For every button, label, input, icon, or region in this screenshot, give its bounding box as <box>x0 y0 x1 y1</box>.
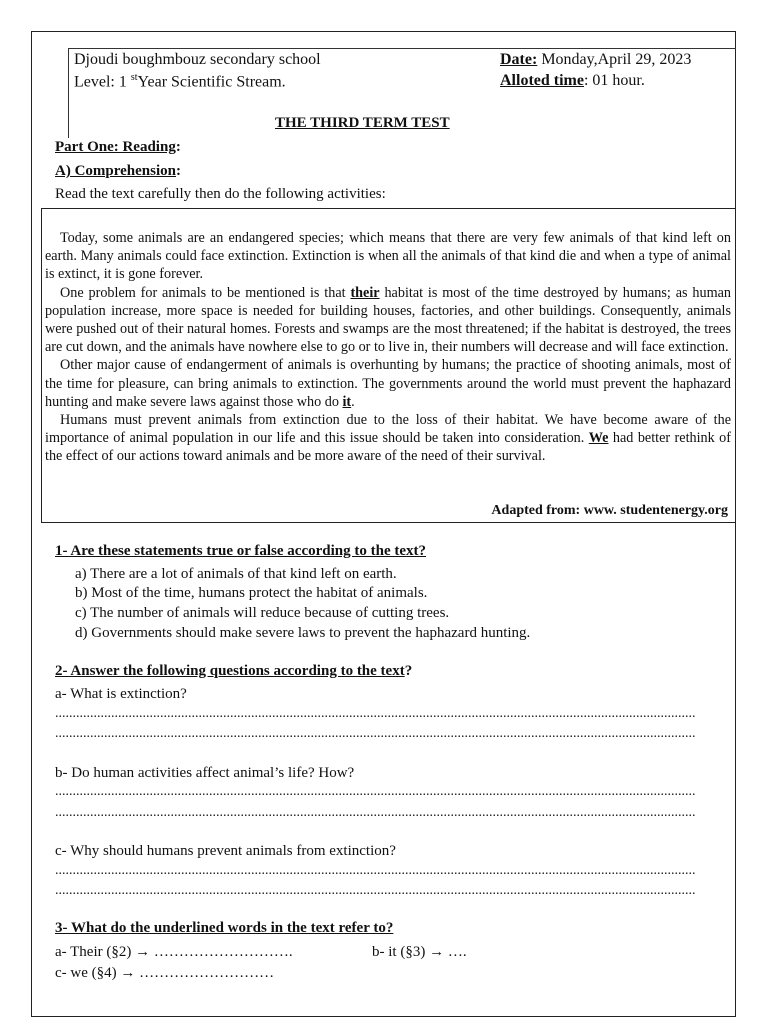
underlined-we: We <box>588 430 609 447</box>
passage <box>45 229 731 466</box>
q3-b: b- it (§3) → …. <box>372 944 467 960</box>
comprehension-heading <box>55 163 181 180</box>
answer-line[interactable]: ....................................................................................................................................................................................... <box>55 883 696 898</box>
level-sup: st <box>130 72 138 83</box>
q2-b: b- Do human activities affect animal’s life? How? <box>55 765 355 781</box>
q2-c: c- Why should humans prevent animals from extinction? <box>55 843 396 859</box>
answer-line[interactable]: ....................................................................................................................................................................................... <box>55 805 696 820</box>
q1-item-c: c) The number of animals will reduce because of cutting trees. <box>75 605 450 621</box>
paragraph-2-text-a: One problem for animals to be mentioned is that <box>60 284 351 301</box>
date-value: Monday,April 29, 2023 <box>537 51 692 68</box>
answer-line[interactable]: ....................................................................................................................................................................................... <box>55 784 696 799</box>
date-label: Date: <box>500 51 538 68</box>
level-prefix: Level: 1 <box>74 73 127 91</box>
part-one-colon: : <box>175 139 181 155</box>
time-value: : 01 hour. <box>583 72 645 89</box>
q1-item-a: a) There are a lot of animals of that kind left on earth. <box>75 566 397 582</box>
paragraph-1: Today, some animals are an endangered species; which means that there are very few animals of that kind left on earth. Many animals could face extinction. Extinction is when all the animals of that kind die and when a type of animal is extinct, it is gone forever. <box>45 230 731 283</box>
q2-qmark: ? <box>404 663 413 679</box>
time-label: Alloted time <box>500 72 584 89</box>
underlined-it: it <box>342 393 352 410</box>
date-line <box>500 51 691 69</box>
q2-heading <box>55 663 412 680</box>
comprehension-title: A) Comprehension <box>55 163 176 179</box>
paragraph-2 <box>45 284 731 357</box>
school-name: Djoudi boughmbouz secondary school <box>74 51 321 68</box>
q2-title: 2- Answer the following questions according to the text <box>55 663 405 679</box>
paragraph-4-text-b: had better rethink of the effect of our actions toward animals and be more aware of the need of their survival. <box>45 430 731 465</box>
comprehension-colon: : <box>175 163 181 179</box>
answer-line[interactable]: ....................................................................................................................................................................................... <box>55 706 696 721</box>
underlined-their: their <box>350 284 380 301</box>
q3-a: a- Their (§2) → ………………………. <box>55 944 293 960</box>
part-one-title: Part One: Reading <box>55 139 176 155</box>
level-suffix: Year Scientific Stream. <box>137 73 286 91</box>
passage-source: Adapted from: www. studentenergy.org <box>491 503 728 518</box>
instruction: Read the text carefully then do the following activities: <box>55 186 386 202</box>
q1-item-d: d) Governments should make severe laws to prevent the haphazard hunting. <box>75 625 531 641</box>
time-line <box>500 72 645 90</box>
answer-line[interactable]: ....................................................................................................................................................................................... <box>55 726 696 741</box>
q1-item-b: b) Most of the time, humans protect the habitat of animals. <box>75 585 428 601</box>
paragraph-3-text-a: Other major cause of endangerment of animals is overhunting by humans; the practice of shooting animals, most of the time for pleasure, can bring animals to extinction. The governments around the world must prevent the haphazard hunting and make severe laws against those who do <box>45 357 731 410</box>
answer-line[interactable]: ....................................................................................................................................................................................... <box>55 863 696 878</box>
paragraph-2-text-b: habitat is most of the time destroyed by humans; as human population increase, more space is needed for building houses, factories, and other buildings. Consequently, animals were pushed out of their natural homes. Forests and swamps are the most threatened; if the habitat is destroyed, the trees are cut down, and the animals have nowhere else to go or to live in, their numbers will decrease and will face extinction. <box>45 284 731 356</box>
part-one-heading <box>55 139 181 156</box>
test-title: THE THIRD TERM TEST <box>275 115 450 131</box>
level-line <box>74 72 286 91</box>
q3-title: 3- What do the underlined words in the text refer to? <box>55 920 394 936</box>
q2-a: a- What is extinction? <box>55 686 187 702</box>
q3-c: c- we (§4) → ……………………… <box>55 965 275 981</box>
paragraph-4-text-a: Humans must prevent animals from extinction due to the loss of their habitat. We have become aware of the importance of animal population in our life and this issue should be taken into consideration. <box>45 412 731 447</box>
paragraph-4 <box>45 411 731 466</box>
paragraph-3-text-b: . <box>351 393 355 410</box>
paragraph-3 <box>45 356 731 411</box>
q1-title: 1- Are these statements true or false according to the text? <box>55 543 427 559</box>
